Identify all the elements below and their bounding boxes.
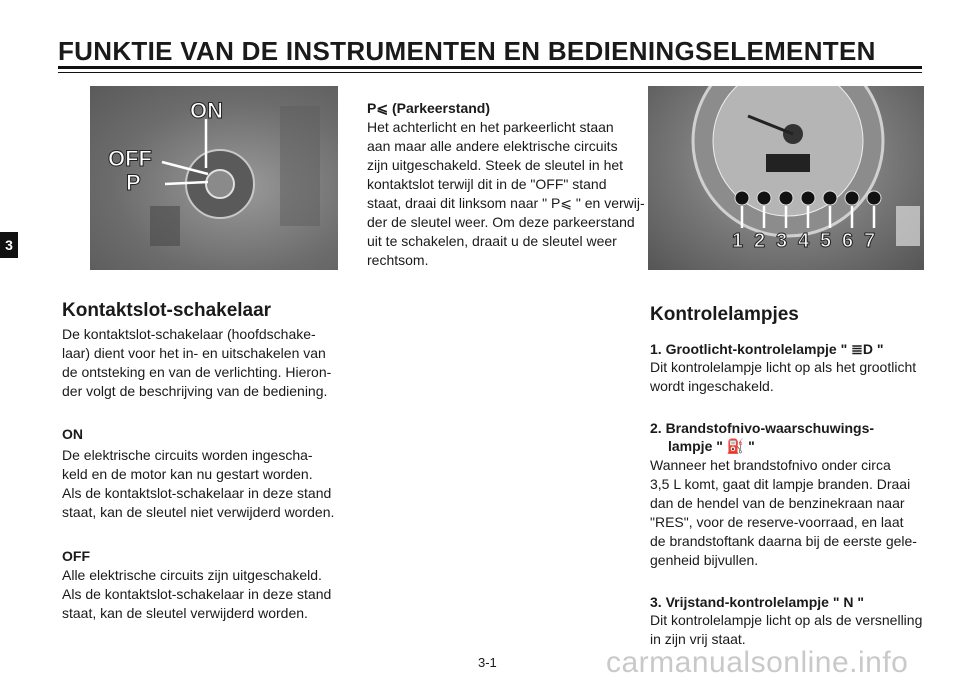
chapter-tab: 3 bbox=[0, 232, 18, 258]
indicator-number-6: 6 bbox=[842, 230, 854, 252]
kontaktslot-line: de ontsteking en van de verlichting. Hieron- bbox=[62, 364, 332, 380]
indicator-number-3: 3 bbox=[776, 230, 788, 252]
photo-label-p: P bbox=[126, 170, 141, 195]
indicator-number-4: 4 bbox=[798, 230, 810, 252]
parkeer-line: staat, draai dit linksom naar " P⩽ " en verwij- bbox=[367, 195, 645, 211]
kontaktslot-line: laar) dient voor het in- en uitschakelen van bbox=[62, 345, 326, 361]
off-line: Alle elektrische circuits zijn uitgeschakeld. bbox=[62, 567, 322, 583]
parkeer-line: kontaktslot terwijl dit in de "OFF" stand bbox=[367, 176, 607, 192]
kontrolelampjes-heading: Kontrolelampjes bbox=[650, 304, 799, 325]
item2-heading: 2. Brandstofnivo-waarschuwings- bbox=[650, 420, 875, 436]
photo-label-on: ON bbox=[190, 98, 223, 123]
on-line: keld en de motor kan nu gestart worden. bbox=[62, 466, 313, 482]
ignition-switch-photo bbox=[90, 86, 338, 270]
off-line: Als de kontaktslot-schakelaar in deze stand bbox=[62, 586, 332, 602]
item3-heading: 3. Vrijstand-kontrolelampje " N " bbox=[650, 594, 864, 610]
parkeer-line: uit te schakelen, draait u de sleutel weer bbox=[367, 233, 617, 249]
item3-line: Dit kontrolelampje licht op als de versnelling bbox=[650, 612, 923, 628]
indicator-number-7: 7 bbox=[864, 230, 876, 252]
parkeer-line: Het achterlicht en het parkeerlicht staan bbox=[367, 119, 614, 135]
item2-line: "RES", voor de reserve-voorraad, en laat bbox=[650, 514, 904, 530]
item1-line: Dit kontrolelampje licht op als het grootlicht bbox=[650, 359, 917, 375]
kontaktslot-line: De kontaktslot-schakelaar (hoofdschake- bbox=[62, 326, 316, 342]
item2-line: Wanneer het brandstofnivo onder circa bbox=[650, 457, 891, 473]
on-line: staat, kan de sleutel niet verwijderd worden. bbox=[62, 504, 335, 520]
parkeer-line: aan maar alle andere elektrische circuits bbox=[367, 138, 618, 154]
parkeer-line: rechtsom. bbox=[367, 252, 429, 268]
speedometer-photo bbox=[648, 86, 924, 270]
page-number: 3-1 bbox=[478, 655, 497, 670]
item3-line: in zijn vrij staat. bbox=[650, 631, 746, 647]
on-heading: ON bbox=[62, 426, 83, 442]
item2-line: genheid bijvullen. bbox=[650, 552, 759, 568]
indicator-number-5: 5 bbox=[820, 230, 832, 252]
page-title: FUNKTIE VAN DE INSTRUMENTEN EN BEDIENINGSELEMENTEN bbox=[58, 36, 876, 66]
item2-line: 3,5 L komt, gaat dit lampje branden. Draai bbox=[650, 476, 911, 492]
item1-heading: 1. Grootlicht-kontrolelampje " ≣D " bbox=[650, 341, 884, 357]
watermark: carmanualsonline.info bbox=[606, 646, 909, 679]
title-rule bbox=[58, 66, 922, 69]
item2-line: dan de hendel van de benzinekraan naar bbox=[650, 495, 905, 511]
parkeer-line: der de sleutel weer. Om deze parkeerstand bbox=[367, 214, 635, 230]
on-line: Als de kontaktslot-schakelaar in deze stand bbox=[62, 485, 332, 501]
photo-label-off: OFF bbox=[108, 146, 152, 171]
indicator-number-2: 2 bbox=[754, 230, 766, 252]
parkeer-line: zijn uitgeschakeld. Steek de sleutel in het bbox=[367, 157, 624, 173]
kontaktslot-line: der volgt de beschrijving van de bediening. bbox=[62, 383, 328, 399]
item2-heading-cont: lampje " ⛽ " bbox=[668, 438, 755, 454]
item1-line: wordt ingeschakeld. bbox=[650, 378, 774, 394]
off-line: staat, kan de sleutel verwijderd worden. bbox=[62, 605, 308, 621]
kontaktslot-heading: Kontaktslot-schakelaar bbox=[62, 300, 272, 321]
on-line: De elektrische circuits worden ingescha- bbox=[62, 447, 313, 463]
parkeerstand-heading: P⩽ (Parkeerstand) bbox=[367, 100, 490, 116]
indicator-number-1: 1 bbox=[732, 230, 744, 252]
title-rule-thin bbox=[58, 72, 922, 73]
item2-line: de brandstoftank daarna bij de eerste gele- bbox=[650, 533, 917, 549]
off-heading: OFF bbox=[62, 548, 90, 564]
